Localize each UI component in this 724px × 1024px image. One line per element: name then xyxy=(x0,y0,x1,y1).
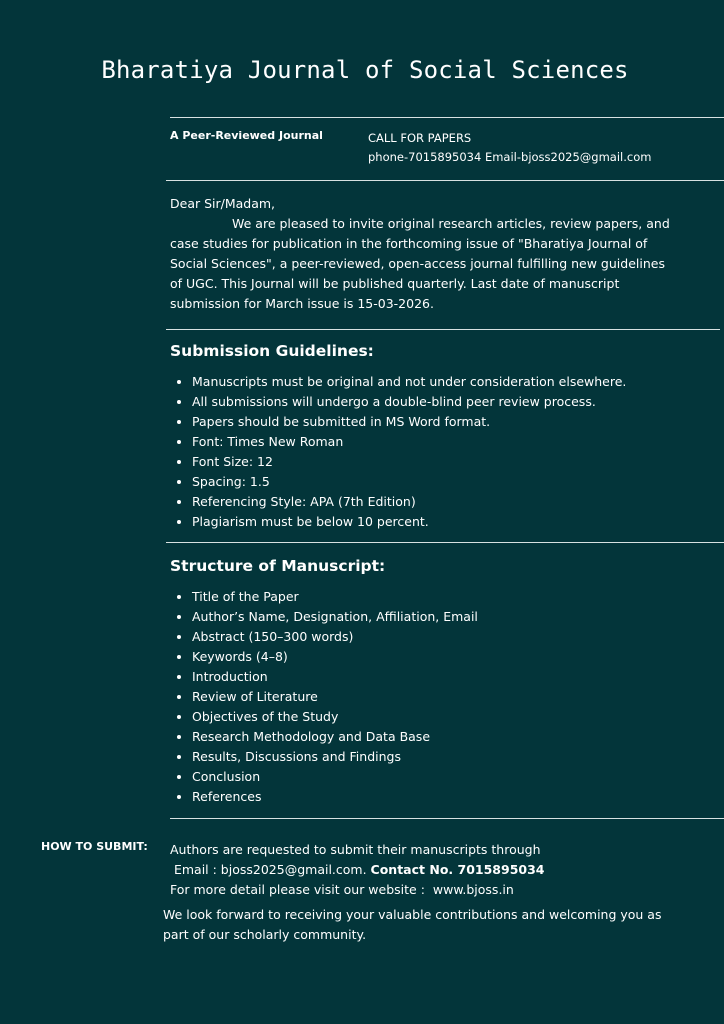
list-item: • Plagiarism must be below 10 percent. xyxy=(192,512,712,532)
list-item: • Author’s Name, Designation, Affiliation, Email xyxy=(192,607,712,627)
submit-line: Authors are requested to submit their manuscripts through xyxy=(170,842,541,857)
list-item: • Font Size: 12 xyxy=(192,452,712,472)
submit-email: Email : bjoss2025@gmail.com. xyxy=(170,862,371,877)
list-item: • Conclusion xyxy=(192,767,712,787)
journal-tagline: A Peer-Reviewed Journal xyxy=(170,129,323,142)
list-item: • Referencing Style: APA (7th Edition) xyxy=(192,492,712,512)
contact-info: phone-7015895034 Email-bjoss2025@gmail.com xyxy=(368,150,652,164)
list-item: • Objectives of the Study xyxy=(192,707,712,727)
letter-body: We are pleased to invite original research articles, review papers, and case studies for publication in the forthcoming issue of "Bharatiya Journal of Social Sciences", a peer-reviewed, open-access journal fulfilling new guidelines of UGC. This Journal will be published quarterly. Last date of manuscript submission for March issue is 15-03-2026. xyxy=(170,216,670,311)
structure-heading: Structure of Manuscript: xyxy=(170,557,386,575)
list-item: • All submissions will undergo a double-blind peer review process. xyxy=(192,392,712,412)
salutation: Dear Sir/Madam, xyxy=(170,196,276,211)
list-item: • Abstract (150–300 words) xyxy=(192,627,712,647)
how-to-submit-label: HOW TO SUBMIT: xyxy=(41,840,148,853)
divider-letter xyxy=(166,329,720,330)
structure-list xyxy=(170,587,712,807)
list-item: • Font: Times New Roman xyxy=(192,432,712,452)
divider-top xyxy=(170,117,724,118)
submit-contact: Contact No. 7015895034 xyxy=(370,862,545,877)
guidelines-list xyxy=(170,372,712,532)
list-item: • Papers should be submitted in MS Word format. xyxy=(192,412,712,432)
journal-title: Bharatiya Journal of Social Sciences xyxy=(101,56,629,84)
call-for-papers-block xyxy=(368,129,651,167)
invitation-letter xyxy=(170,194,670,314)
list-item: • Spacing: 1.5 xyxy=(192,472,712,492)
list-item: • Title of the Paper xyxy=(192,587,712,607)
submit-website-line: For more detail please visit our website : www.bjoss.in xyxy=(170,882,514,897)
list-item: • References xyxy=(192,787,712,807)
list-item: • Review of Literature xyxy=(192,687,712,707)
letter-body-wrap xyxy=(170,214,670,314)
divider-guidelines xyxy=(166,542,724,543)
list-item: • Keywords (4–8) xyxy=(192,647,712,667)
list-item: • Introduction xyxy=(192,667,712,687)
call-for-papers-label: CALL FOR PAPERS xyxy=(368,131,472,145)
list-item: • Research Methodology and Data Base xyxy=(192,727,712,747)
divider-structure xyxy=(170,818,724,819)
divider-header xyxy=(166,180,724,181)
guidelines-heading: Submission Guidelines: xyxy=(170,342,374,360)
submit-email-line xyxy=(170,860,690,880)
list-item: • Results, Discussions and Findings xyxy=(192,747,712,767)
list-item: • Manuscripts must be original and not under consideration elsewhere. xyxy=(192,372,712,392)
how-to-submit-text xyxy=(170,840,690,900)
closing-paragraph: We look forward to receiving your valuable contributions and welcoming you as part of our scholarly community. xyxy=(163,907,662,942)
